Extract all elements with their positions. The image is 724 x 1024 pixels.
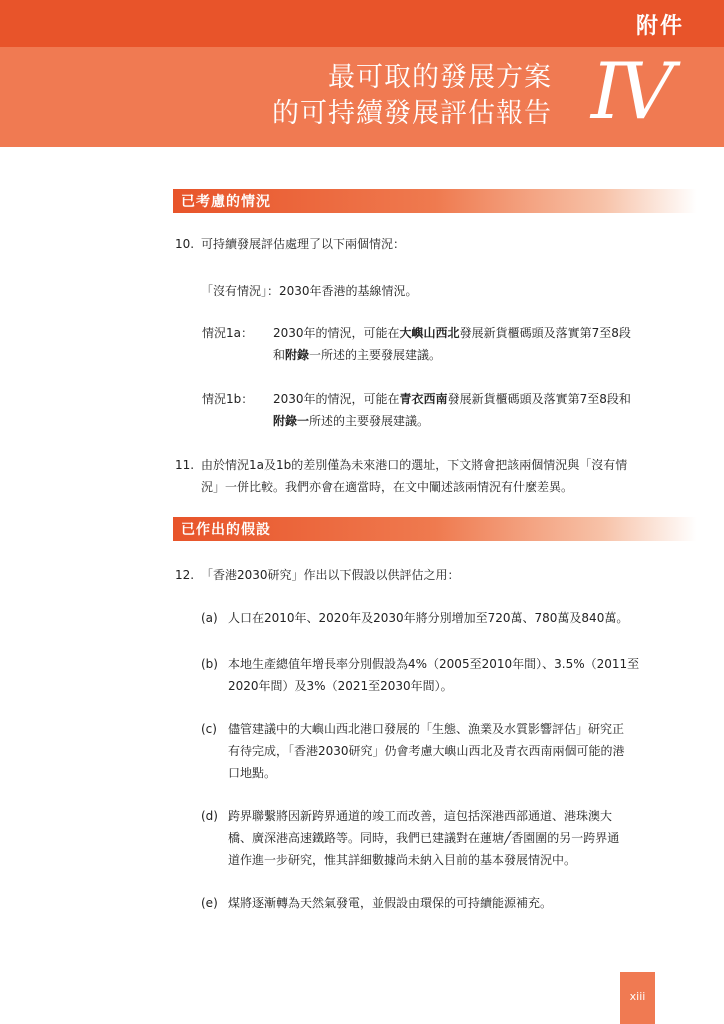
section-heading-label: 已考慮的情況 [181,194,271,210]
paragraph-text-line: 由於情況1a及1b的差別僅為未來港口的選址，下文將會把該兩個情況與「沒有情 [201,458,628,472]
scenario-text-line: 和附錄一所述的主要發展建議。 [273,348,442,362]
list-item-label: (d) [201,809,218,823]
page-title [272,60,552,132]
list-item-label: (a) [201,611,218,625]
list-item-text-line: 煤將逐漸轉為天然氣發電，並假設由環保的可持續能源補充。 [228,896,553,910]
paragraph-number: 11. [175,458,195,472]
page-number: xiii [629,990,646,1003]
section-heading-assumptions [173,517,697,541]
paragraph-number: 12. [175,568,195,582]
paragraph-text: 「香港2030研究」作出以下假設以供評估之用： [201,568,460,582]
page-number-tab [620,972,655,1024]
scenario-text-line: 2030年的情況，可能在青衣西南發展新貨櫃碼頭及落實第7至8段和 [273,392,631,406]
list-item-text-line: 本地生產總值年增長率分別假設為4%（2005至2010年間）、3.5%（2011至 [228,657,640,671]
section-heading-considered [173,189,697,213]
list-item-text-line: 道作進一步研究，惟其詳細數據尚未納入目前的基本發展情況中。 [228,853,577,867]
appendix-roman-numeral: IV [590,47,670,137]
list-item-text-line: 跨界聯繫將因新跨界通道的竣工而改善，這包括深港西部通道、港珠澳大 [228,809,613,823]
list-item-text-line: 2020年間）及3%（2021至2030年間）。 [228,679,453,693]
list-item-label: (e) [201,896,218,910]
no-scenario-text: 「沒有情況」：2030年香港的基線情況。 [201,284,418,298]
page-title-line2: 的可持續發展評估報告 [272,98,552,129]
list-item-text-line: 口地點。 [228,766,277,780]
scenario-text-line: 附錄一所述的主要發展建議。 [273,414,430,428]
list-item-text-line: 人口在2010年、2020年及2030年將分別增加至720萬、780萬及840萬。 [228,611,629,625]
top-banner [0,0,724,47]
list-item-label: (c) [201,722,217,736]
list-item-text-line: 有待完成，「香港2030研究」仍會考慮大嶼山西北及青衣西南兩個可能的港 [228,744,625,758]
list-item-text-line: 儘管建議中的大嶼山西北港口發展的「生態、漁業及水質影響評估」研究正 [228,722,625,736]
paragraph-text-line: 況」一併比較。我們亦會在適當時，在文中闡述該兩情況有什麼差異。 [201,480,574,494]
section-heading-label: 已作出的假設 [181,522,271,538]
paragraph-text: 可持續發展評估處理了以下兩個情況： [201,237,406,251]
list-item-label: (b) [201,657,218,671]
scenario-label: 情況1b： [202,392,254,406]
scenario-text-line: 2030年的情況，可能在大嶼山西北發展新貨櫃碼頭及落實第7至8段 [273,326,631,340]
paragraph-number: 10. [175,237,195,251]
appendix-label: 附件 [635,14,684,39]
page-title-line1: 最可取的發展方案 [328,62,552,93]
list-item-text-line: 橋、廣深港高速鐵路等。同時，我們已建議對在蓮塘╱香園圍的另一跨界通 [228,831,620,845]
scenario-label: 情況1a： [202,326,253,340]
